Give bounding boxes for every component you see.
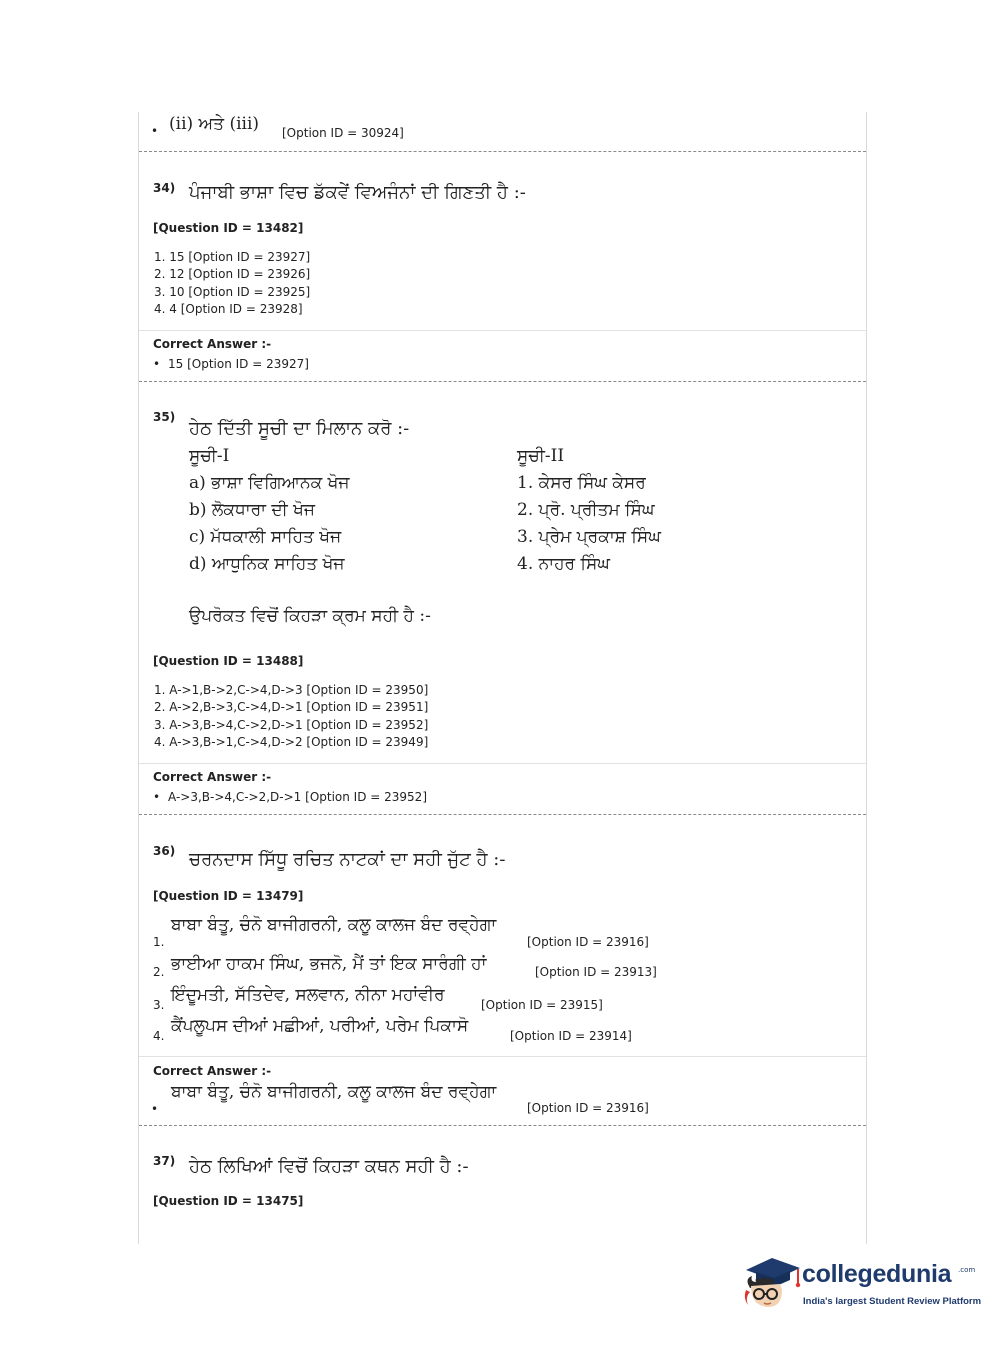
option-item: 4. A->3,B->1,C->4,D->2 [Option ID = 23949]	[154, 734, 429, 749]
question-id: [Question ID = 13479]	[153, 889, 304, 903]
question-text: ਹੇਠ ਲਿਖਿਆਂ ਵਿਚੋਂ ਕਿਹੜਾ ਕਥਨ ਸਹੀ ਹੈ :-	[189, 1156, 469, 1177]
divider	[139, 814, 866, 815]
option-number: 4.	[153, 1029, 165, 1043]
option-text: (ii) ਅਤੇ (iii)	[169, 114, 260, 134]
question-number: 34)	[153, 181, 176, 195]
list2-item: 1. ਕੇਸਰ ਸਿੰਘ ਕੇਸਰ	[517, 473, 646, 493]
collegedunia-logo	[742, 1250, 982, 1320]
bullet: •	[153, 357, 161, 371]
correct-answer-label: Correct Answer :-	[153, 337, 272, 351]
correct-answer-label: Correct Answer :-	[153, 770, 272, 784]
option-number: 2.	[153, 965, 165, 979]
mascot-icon	[742, 1250, 804, 1312]
option-item: 1. 15 [Option ID = 23927]	[154, 250, 311, 264]
option-text: ਬਾਬਾ ਬੰਤੂ, ਚੰਨੋ ਬਾਜੀਗਰਨੀ, ਕਲੂ ਕਾਲਜ ਬੰਦ ਰਵ੍ਹੇਗਾ	[171, 915, 497, 935]
question-id: [Question ID = 13482]	[153, 221, 304, 235]
bullet: •	[151, 1102, 159, 1116]
option-item: 4. 4 [Option ID = 23928]	[154, 301, 303, 316]
option-text: ਭਾਈਆ ਹਾਕਮ ਸਿੰਘ, ਭਜਨੋ, ਮੈਂ ਤਾਂ ਇਕ ਸਾਰੰਗੀ ਹਾਂ	[171, 954, 487, 974]
list1-item: a) ਭਾਸ਼ਾ ਵਿਗਿਆਨਕ ਖੋਜ	[189, 473, 350, 493]
logo-tagline: India's largest Student Review Platform	[803, 1296, 982, 1307]
list1-title: ਸੂਚੀ-I	[189, 446, 230, 466]
list2-title: ਸੂਚੀ-II	[517, 446, 565, 466]
list1-item: b) ਲੋਕਧਾਰਾ ਦੀ ਖੋਜ	[189, 500, 316, 520]
divider	[139, 1125, 866, 1126]
list2-item: 2. ਪ੍ਰੋ. ਪ੍ਰੀਤਮ ਸਿੰਘ	[517, 500, 655, 520]
correct-answer-label: Correct Answer :-	[153, 1064, 272, 1078]
option-item: 2. A->2,B->3,C->4,D->1 [Option ID = 23951]	[154, 700, 429, 715]
option-text: ਇੰਦੂਮਤੀ, ਸੱਤਿਦੇਵ, ਸਲਵਾਨ, ਨੀਨਾ ਮਹਾਂਵੀਰ	[171, 985, 445, 1005]
list2-item: 4. ਨਾਹਰ ਸਿੰਘ	[517, 554, 610, 574]
question-number: 36)	[153, 844, 176, 858]
option-item: 3. 10 [Option ID = 23925]	[154, 284, 311, 299]
option-id: [Option ID = 23916]	[527, 935, 649, 949]
question-prompt: ਉਪਰੋਕਤ ਵਿਚੋਂ ਕਿਹੜਾ ਕ੍ਰਮ ਸਹੀ ਹੈ :-	[189, 606, 431, 626]
question-id: [Question ID = 13475]	[153, 1194, 304, 1208]
option-id: [Option ID = 23915]	[481, 998, 603, 1012]
options-list	[154, 682, 428, 751]
question-number: 35)	[153, 410, 176, 424]
question-text: ਪੰਜਾਬੀ ਭਾਸ਼ਾ ਵਿਚ ਡੱਕਵੇਂ ਵਿਅਜੰਨਾਂ ਦੀ ਗਿਣਤੀ ਹੈ :-	[189, 182, 526, 203]
option-item: 3. A->3,B->4,C->2,D->1 [Option ID = 23952]	[154, 717, 429, 732]
options-list	[154, 249, 310, 318]
bullet: •	[153, 790, 161, 804]
question-text: ਚਰਨਦਾਸ ਸਿੱਧੂ ਰਚਿਤ ਨਾਟਕਾਂ ਦਾ ਸਹੀ ਜੁੱਟ ਹੈ :-	[189, 849, 506, 870]
option-id: [Option ID = 23913]	[535, 965, 657, 979]
option-item: 1. A->1,B->2,C->4,D->3 [Option ID = 23950]	[154, 683, 429, 697]
option-number: 1.	[153, 935, 165, 949]
option-text: ਕੈਂਪਲੂਪਸ ਦੀਆਂ ਮਛੀਆਂ, ਪਰੀਆਂ, ਪਰੇਮ ਪਿਕਾਸੋ	[171, 1016, 469, 1036]
divider	[139, 381, 866, 382]
correct-answer-id: [Option ID = 23916]	[527, 1101, 649, 1115]
exam-page	[138, 112, 867, 1244]
list2-item: 3. ਪ੍ਰੇਮ ਪ੍ਰਕਾਸ਼ ਸਿੰਘ	[517, 527, 661, 547]
separator	[139, 763, 866, 764]
correct-answer-text: ਬਾਬਾ ਬੰਤੂ, ਚੰਨੋ ਬਾਜੀਗਰਨੀ, ਕਲੂ ਕਾਲਜ ਬੰਦ ਰਵ੍ਹੇਗਾ	[171, 1082, 497, 1102]
correct-answer: A->3,B->4,C->2,D->1 [Option ID = 23952]	[168, 790, 427, 804]
divider	[139, 151, 866, 152]
separator	[139, 330, 866, 331]
correct-answer: 15 [Option ID = 23927]	[168, 357, 309, 371]
logo-wordmark: collegedunia	[802, 1260, 952, 1288]
option-number: 3.	[153, 998, 165, 1012]
option-id: [Option ID = 30924]	[282, 126, 404, 140]
separator	[139, 1056, 866, 1057]
list1-item: c) ਮੱਧਕਾਲੀ ਸਾਹਿਤ ਖੋਜ	[189, 527, 342, 547]
question-text: ਹੇਠ ਦਿੱਤੀ ਸੂਚੀ ਦਾ ਮਿਲਾਨ ਕਰੋ :-	[189, 418, 410, 439]
option-id: [Option ID = 23914]	[510, 1029, 632, 1043]
bullet: •	[151, 124, 159, 138]
logo-suffix: .com	[958, 1266, 976, 1274]
option-item: 2. 12 [Option ID = 23926]	[154, 267, 311, 282]
question-id: [Question ID = 13488]	[153, 654, 304, 668]
question-number: 37)	[153, 1154, 176, 1168]
list1-item: d) ਆਧੁਨਿਕ ਸਾਹਿਤ ਖੋਜ	[189, 554, 345, 574]
